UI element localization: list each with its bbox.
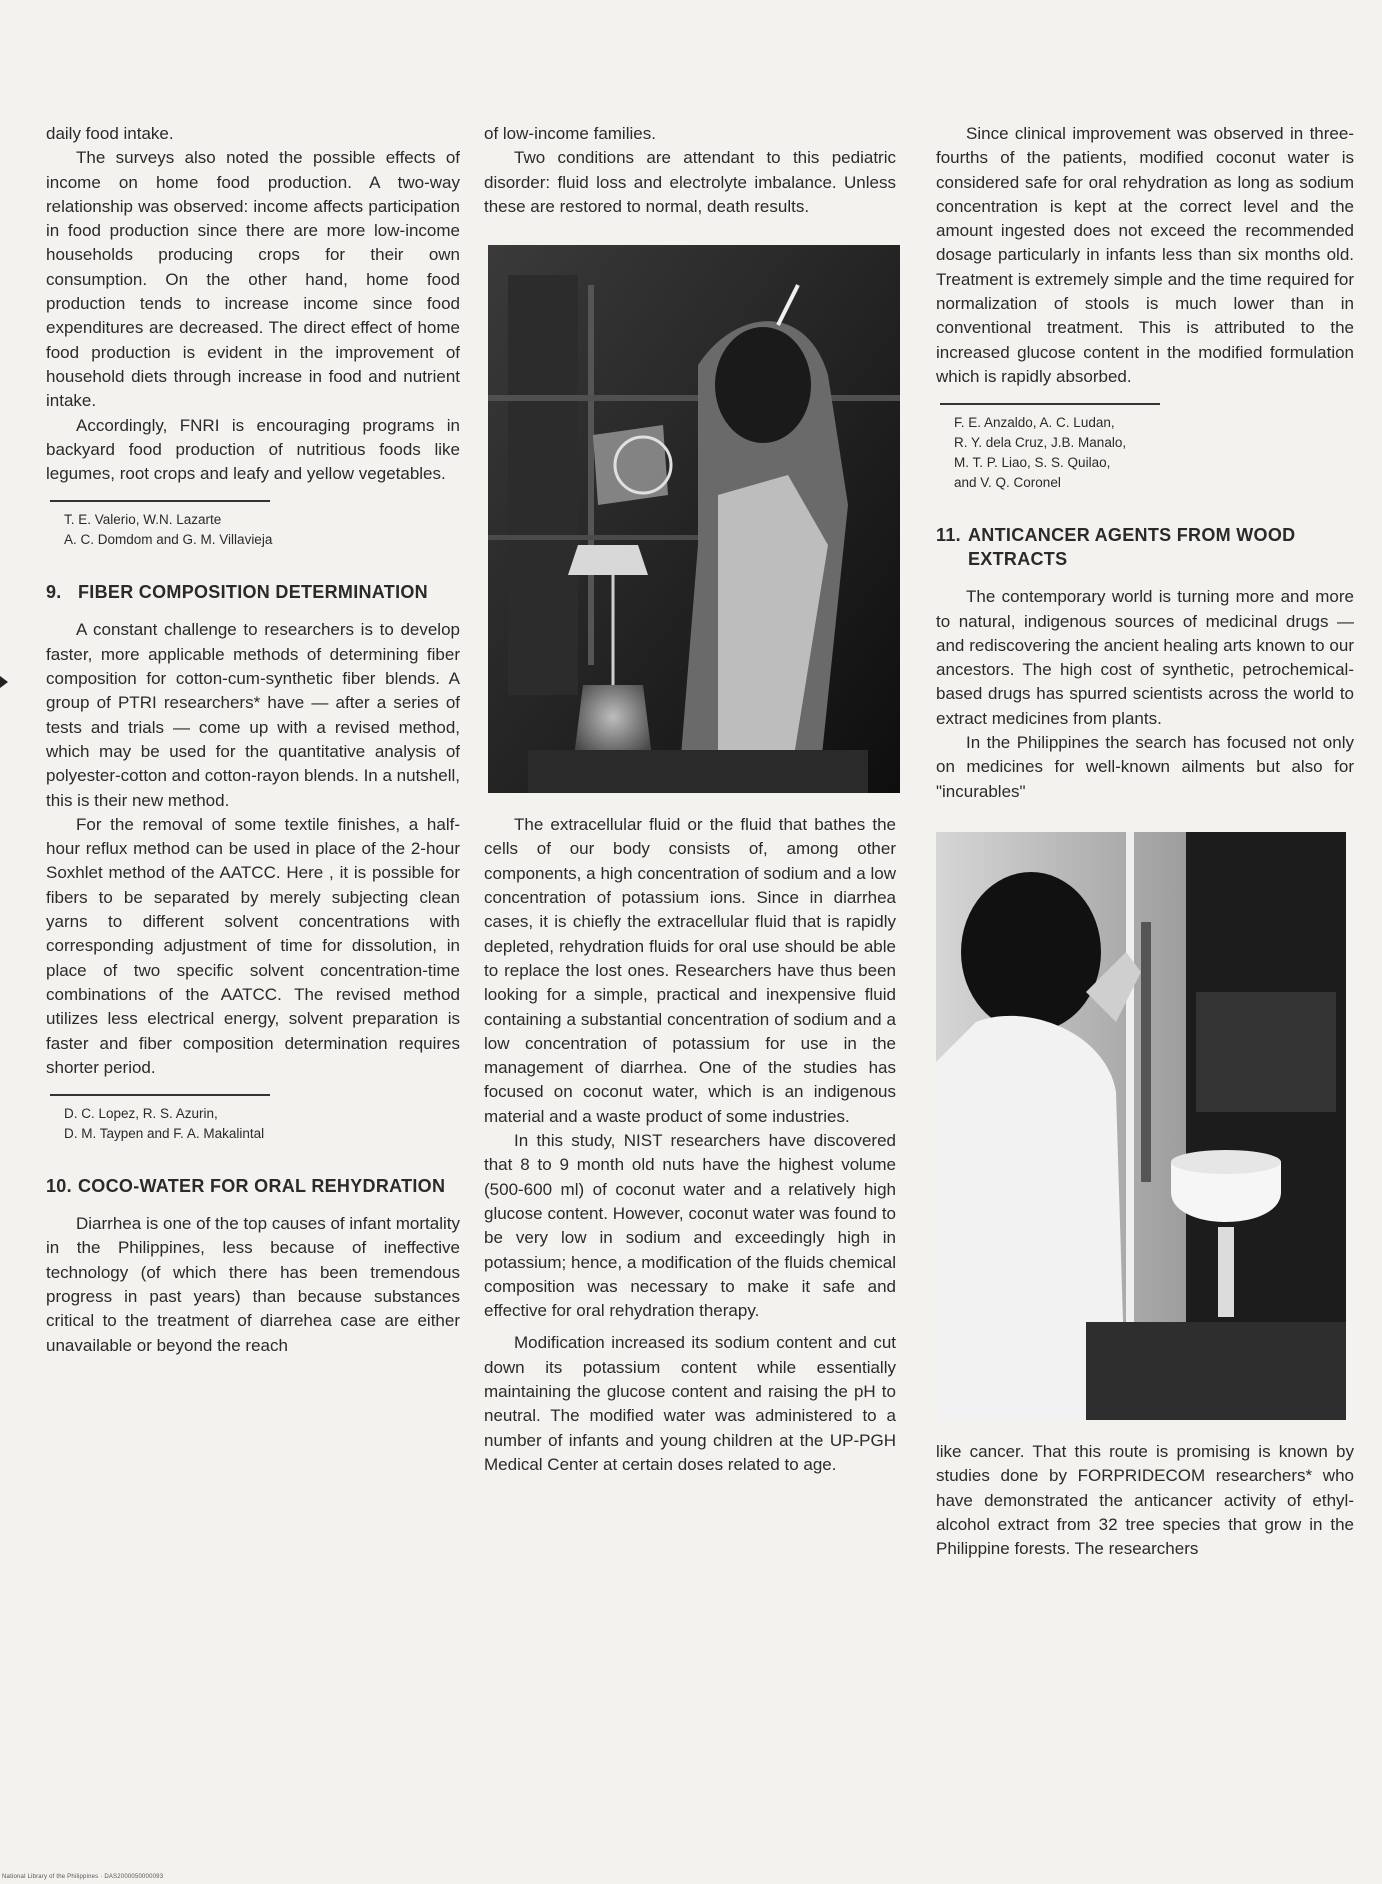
paragraph: like cancer. That this route is promising is known by studies done by FORPRIDECOM researchers* who have demonstrated the anticancer activity of ethyl-alcohol extract from 32 tree species that grow in the Philippine forests. The researchers — [936, 1441, 1354, 1559]
author-line: D. C. Lopez, R. S. Azurin, — [64, 1106, 218, 1122]
section-title: ANTICANCER AGENTS FROM WOOD EXTRACTS — [968, 525, 1296, 570]
section-heading-11 — [936, 523, 1354, 571]
author-credits — [954, 413, 1354, 493]
paragraph: Modification increased its sodium content and cut down its potassium content while essentially maintaining the glucose content and raising the pH to neutral. The modified water was administered to a number of infants and young children at the UP-PGH Medical Center at certain doses related to age. — [484, 1333, 896, 1474]
author-credits — [64, 510, 460, 550]
author-line: T. E. Valerio, W.N. Lazarte — [64, 512, 222, 528]
section-number: 11. — [936, 525, 961, 546]
paragraph: Diarrhea is one of the top causes of infant mortality in the Philippines, less because of ineffective technology (of which there has been tremendous progress in past years) than because substances critical to the treatment of diarrehea case are either unavailable or beyond the reach — [46, 1214, 460, 1355]
photo-lab-flasks — [488, 245, 900, 793]
author-line: A. C. Domdom and G. M. Villavieja — [64, 532, 273, 548]
author-line: M. T. P. Liao, S. S. Quilao, — [954, 455, 1111, 471]
author-line: F. E. Anzaldo, A. C. Ludan, — [954, 415, 1115, 431]
column-right — [936, 122, 1354, 1561]
divider — [940, 403, 1160, 405]
author-line: and V. Q. Coronel — [954, 475, 1061, 491]
paragraph: For the removal of some textile finishes, a half-hour reflux method can be used in place of the 2-hour Soxhlet method of the AATCC. Here , it is possible for fibers to be separated by merely subjecting clean yarns to different solvent concentrations with corresponding adjustment of time for dissolution, in place of two specific solvent concentration-time combinations of the AATCC. The revised method utilizes less electrical energy, solvent preparation is faster and fiber composition determination requires shorter period. — [46, 814, 460, 1077]
researcher-photo-illustration — [936, 832, 1346, 1420]
column-left — [46, 122, 460, 1358]
paragraph: In this study, NIST researchers have discovered that 8 to 9 month old nuts have the highest volume (500-600 ml) of coconut water and a relatively high glucose content. However, coconut water was found to be very low in sodium and exceedingly high in potassium; hence, a modification of the fluids chemical composition was necessary to make it safe and effective for oral rehydration therapy. — [484, 1131, 896, 1321]
paragraph: daily food intake. — [46, 124, 174, 143]
section-heading-10 — [46, 1174, 460, 1198]
page-edge-mark — [0, 676, 8, 688]
paragraph: Accordingly, FNRI is encouraging programs in backyard food production of nutritious foods like legumes, root crops and leafy and yellow vegetables. — [46, 415, 460, 484]
paragraph: Since clinical improvement was observed in three-fourths of the patients, modified coconut water is considered safe for oral rehydration as long as sodium concentration is kept at the correct level and the amount ingested does not exceed the recommended dosage particularly in infants less than six months old. Treatment is extremely simple and the time required for normalization of stools is much lower than in conventional treatment. This is attributed to the increased glucose content in the modified formulation which is rapidly absorbed. — [936, 124, 1354, 386]
section-title: COCO-WATER FOR ORAL REHYDRATION — [78, 1176, 446, 1197]
lab-photo-illustration — [488, 245, 900, 793]
section-number: 10. — [46, 1176, 72, 1197]
paragraph: of low-income families. — [484, 124, 656, 143]
author-line: R. Y. dela Cruz, J.B. Manalo, — [954, 435, 1127, 451]
divider — [50, 1094, 270, 1096]
section-number: 9. — [46, 582, 62, 603]
author-line: D. M. Taypen and F. A. Makalintal — [64, 1126, 265, 1142]
paragraph: The contemporary world is turning more and more to natural, indigenous sources of medicinal drugs — and rediscovering the ancient healing arts known to our ancestors. The high cost of synthetic, petrochemical-based drugs has spurred scientists across the world to extract medicines from plants. — [936, 587, 1354, 728]
divider — [50, 500, 270, 502]
section-heading-9 — [46, 580, 460, 604]
paragraph: The surveys also noted the possible effects of income on home food production. A two-way relationship was observed: income affects participation in food production since there are more low-income households producing crops for their own consumption. On the other hand, home food production tends to increase income since food expenditures are decreased. The direct effect of home food production is evident in the improvement of household diets through increase in food and nutrient intake. — [46, 148, 460, 411]
scan-footer: National Library of the Philippines · DAS2000050000093 — [2, 1874, 164, 1880]
paragraph: The extracellular fluid or the fluid that bathes the cells of our body consists of, among other components, a high concentration of sodium and a low concentration of potassium ions. Since in diarrhea cases, it is chiefly the extracellular fluid that is rapidly depleted, rehydration fluids for oral use should be able to replace the lost ones. Researchers have thus been looking for a simple, practical and inexpensive fluid containing a substantial concentration of sodium and a low concentration of potassium for use in the management of diarrhea. One of the studies has focused on coconut water, which is an indigenous material and a waste product of some industries. — [484, 815, 896, 1126]
author-credits — [64, 1104, 460, 1144]
section-title: FIBER COMPOSITION DETERMINATION — [78, 582, 428, 603]
column-middle — [484, 122, 896, 1477]
paragraph: In the Philippines the search has focused not only on medicines for well-known ailments but also for "incurables" — [936, 733, 1354, 801]
paragraph: Two conditions are attendant to this pediatric disorder: fluid loss and electrolyte imbalance. Unless these are restored to normal, death results. — [484, 148, 896, 216]
photo-lab-researcher — [936, 832, 1346, 1420]
paragraph: A constant challenge to researchers is to develop faster, more applicable methods of determining fiber composition for cotton-cum-synthetic fiber blends. A group of PTRI researchers* have — after a series of tests and trials — come up with a revised method, which may be used for the quantitative analysis of polyester-cotton and cotton-rayon blends. In a nutshell, this is their new method. — [46, 620, 460, 810]
